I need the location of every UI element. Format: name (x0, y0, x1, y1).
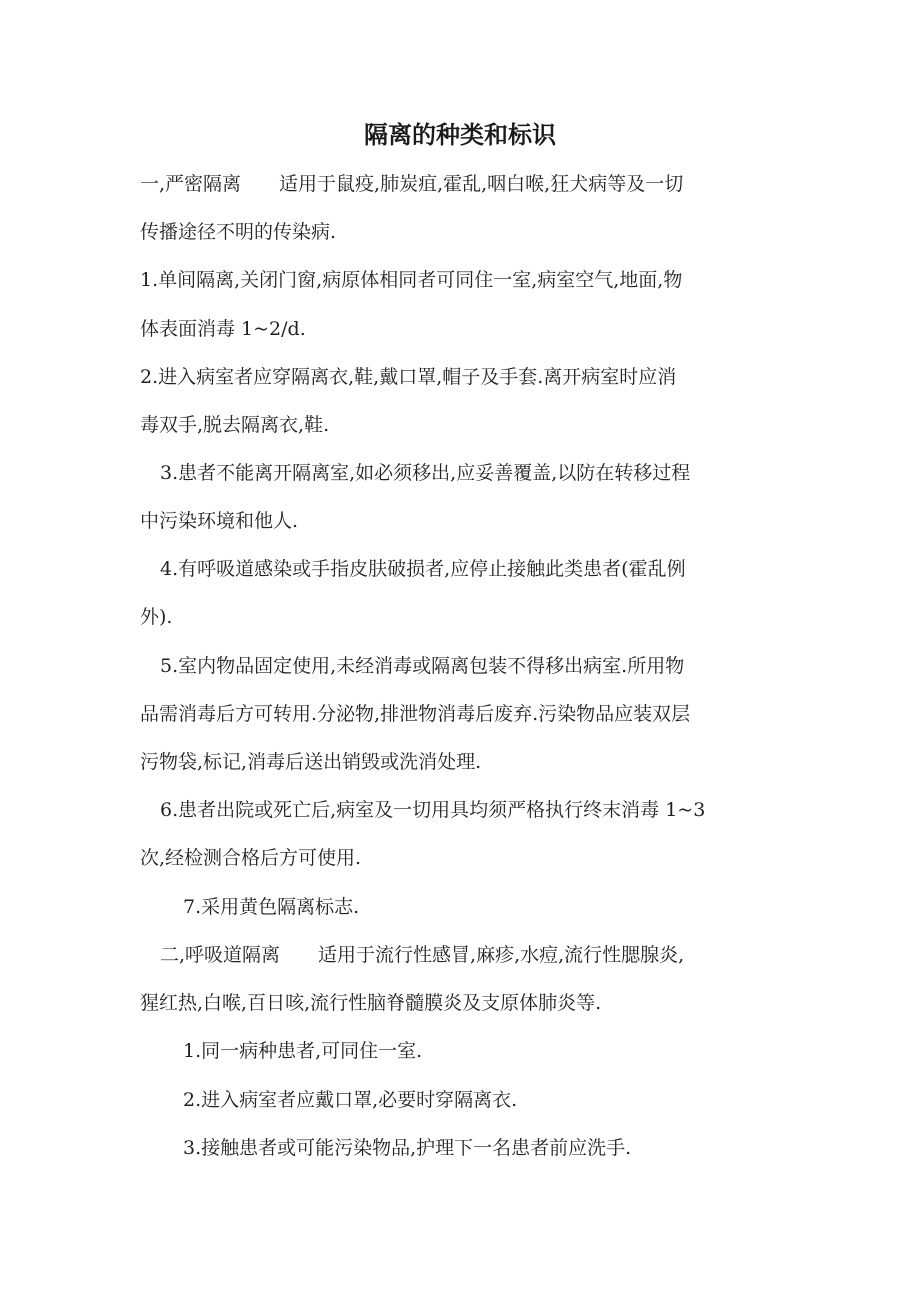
list-item-line: 2.进入病室者应戴口罩,必要时穿隔离衣. (183, 1089, 518, 1111)
paragraph-line: 传播途径不明的传染病. (140, 221, 337, 243)
paragraph-line: 毒双手,脱去隔离衣,鞋. (140, 414, 330, 436)
list-item-line: 4.有呼吸道感染或手指皮肤破损者,应停止接触此类患者(霍乱例 (160, 558, 686, 580)
paragraph-line: 中污染环境和他人. (140, 510, 299, 532)
list-item-line: 3.接触患者或可能污染物品,护理下一名患者前应洗手. (183, 1137, 632, 1159)
list-item-line: 3.患者不能离开隔离室,如必须移出,应妥善覆盖,以防在转移过程 (160, 462, 691, 484)
list-item-line: 5.室内物品固定使用,未经消毒或隔离包装不得移出病室.所用物 (160, 655, 685, 677)
paragraph-line: 猩红热,白喉,百日咳,流行性脑脊髓膜炎及支原体肺炎等. (140, 992, 602, 1014)
list-item-line: 2.进入病室者应穿隔离衣,鞋,戴口罩,帽子及手套.离开病室时应消 (140, 366, 677, 388)
list-item-line: 1.单间隔离,关闭门窗,病原体相同者可同住一室,病室空气,地面,物 (140, 269, 683, 291)
section-2-heading-line: 二,呼吸道隔离 适用于流行性感冒,麻疹,水痘,流行性腮腺炎, (160, 944, 685, 966)
paragraph-line: 次,经检测合格后方可使用. (140, 847, 362, 869)
section-1-heading-line: 一,严密隔离 适用于鼠疫,肺炭疽,霍乱,咽白喉,狂犬病等及一切 (140, 173, 684, 195)
paragraph-line: 污物袋,标记,消毒后送出销毁或洗消处理. (140, 751, 482, 773)
list-item-line: 1.同一病种患者,可同住一室. (183, 1040, 423, 1062)
list-item-line: 7.采用黄色隔离标志. (183, 896, 360, 918)
paragraph-line: 外). (140, 606, 173, 628)
paragraph-line: 品需消毒后方可转用.分泌物,排泄物消毒后废弃.污染物品应装双层 (140, 703, 691, 725)
document-title: 隔离的种类和标识 (364, 120, 556, 149)
list-item-line: 6.患者出院或死亡后,病室及一切用具均须严格执行终末消毒 1~3 (160, 799, 706, 821)
paragraph-line: 体表面消毒 1~2/d. (140, 318, 306, 340)
